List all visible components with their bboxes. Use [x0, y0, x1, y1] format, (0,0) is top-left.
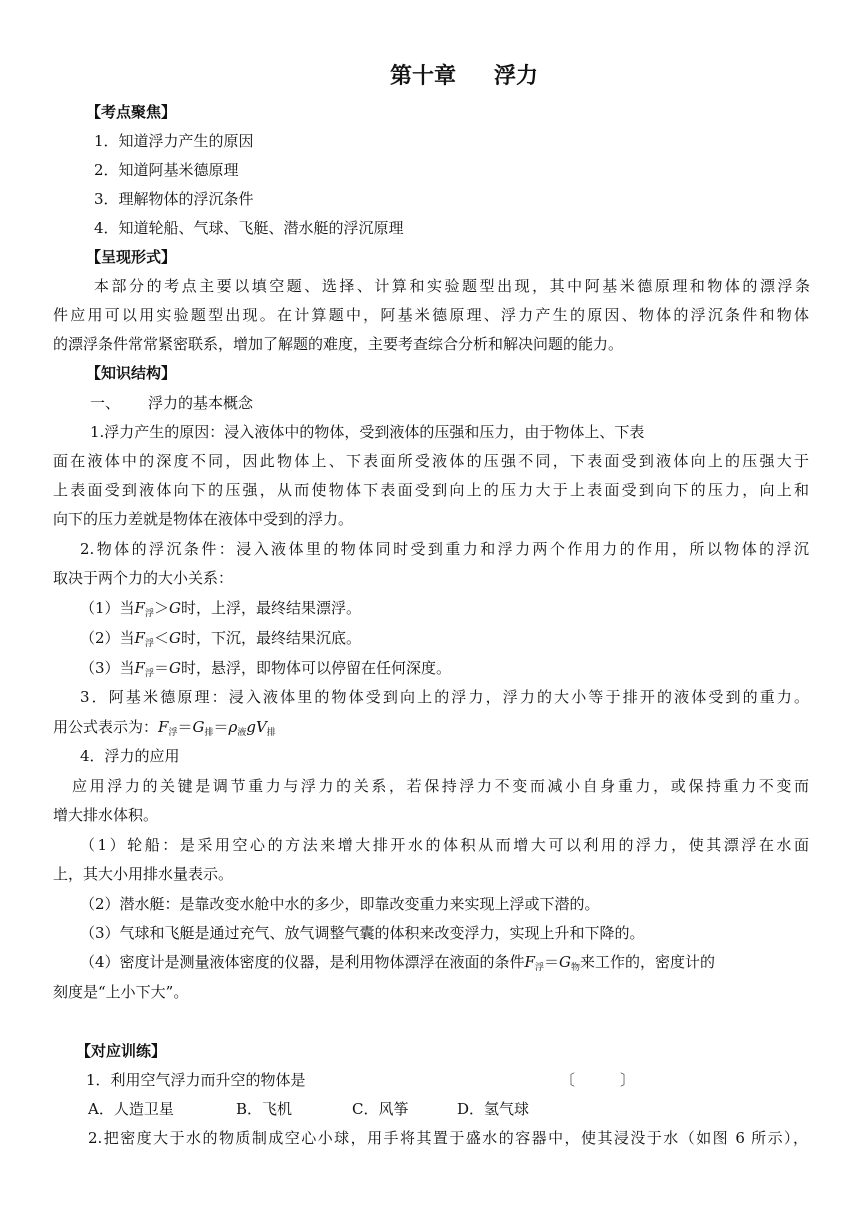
paragraph-line: 1.浮力产生的原因：浸入液体中的物体，受到液体的压强和压力，由于物体上、下表 — [90, 423, 645, 441]
condition-text: 时，上浮，最终结果漂浮。 — [180, 599, 361, 617]
chapter-number: 第十章 — [390, 64, 457, 89]
section-number: 一、 — [90, 394, 121, 412]
option-d: D．氢气球 — [457, 1100, 530, 1118]
condition-line — [80, 597, 361, 625]
paragraph-line — [80, 951, 715, 979]
symbol-rho: ρ — [228, 718, 238, 736]
operator: ＝ — [543, 953, 559, 971]
operator: ＞ — [153, 599, 169, 617]
operator: ＝ — [177, 718, 193, 736]
paragraph-line: 上表面受到液体向下的压强，从而使物体下表面受到向上的压力大于上表面受到向下的压力，向上和 — [53, 481, 809, 499]
operator: ＝ — [213, 718, 229, 736]
section-title: 浮力的基本概念 — [148, 394, 254, 412]
focus-item: 3．理解物体的浮沉条件 — [94, 190, 254, 208]
paragraph-line: （3）气球和飞艇是通过充气、放气调整气囊的体积来改变浮力，实现上升和下降的。 — [80, 924, 645, 942]
condition-line — [80, 657, 451, 685]
symbol-F: F — [134, 599, 145, 617]
training-heading: 【对应训练】 — [76, 1042, 167, 1060]
subscript: 浮 — [168, 728, 178, 738]
form-heading: 【呈现形式】 — [86, 248, 177, 266]
formula-prefix: 用公式表示为： — [53, 718, 159, 736]
formula-line — [53, 716, 276, 744]
question-2: 2.把密度大于水的物质制成空心小球，用手将其置于盛水的容器中，使其浸没于水（如图 6 所示）， — [88, 1129, 808, 1147]
condition-num: （2）当 — [80, 629, 135, 647]
subscript: 液 — [237, 728, 247, 738]
chapter-title — [390, 62, 538, 92]
symbol-G: G — [169, 629, 181, 647]
condition-num: （3）当 — [80, 659, 135, 677]
paragraph-line: 增大排水体积。 — [53, 806, 159, 824]
subscript: 排 — [204, 728, 214, 738]
condition-text: 时，悬浮，即物体可以停留在任何深度。 — [180, 659, 451, 677]
subscript: 浮 — [144, 669, 154, 679]
paragraph-line: 面在液体中的深度不同，因此物体上、下表面所受液体的压强不同，下表面受到液体向上的压强大于 — [53, 452, 809, 470]
subscript: 浮 — [144, 609, 154, 619]
paragraph-line: 刻度是“上小下大”。 — [53, 983, 189, 1001]
paragraph-line: 向下的压力差就是物体在液体中受到的浮力。 — [53, 510, 354, 528]
symbol-G: G — [169, 599, 181, 617]
operator: ＜ — [153, 629, 169, 647]
subscript: 浮 — [534, 963, 544, 973]
structure-heading: 【知识结构】 — [86, 364, 177, 382]
symbol-F: F — [134, 659, 145, 677]
paragraph-line: 4．浮力的应用 — [80, 747, 180, 765]
paragraph-line: 应用浮力的关键是调节重力与浮力的关系，若保持浮力不变而减小自身重力，或保持重力不变而 — [72, 777, 809, 795]
form-line: 的漂浮条件常常紧密联系，增加了解题的难度，主要考查综合分析和解决问题的能力。 — [53, 335, 624, 353]
form-line: 件应用可以用实验题型出现。在计算题中，阿基米德原理、浮力产生的原因、物体的浮沉条件和物体 — [53, 306, 809, 324]
paragraph-line: （2）潜水艇：是靠改变水舱中水的多少，即靠改变重力来实现上浮或下潜的。 — [80, 895, 600, 913]
symbol-F: F — [524, 953, 535, 971]
paragraph-line: 2.物体的浮沉条件：浸入液体里的物体同时受到重力和浮力两个作用力的作用，所以物体的浮沉 — [80, 540, 809, 558]
focus-item: 2．知道阿基米德原理 — [94, 161, 239, 179]
condition-line — [80, 627, 361, 655]
condition-num: （1）当 — [80, 599, 135, 617]
option-a: A．人造卫星 — [88, 1100, 174, 1118]
symbol-G: G — [192, 718, 205, 736]
symbol-G: G — [559, 953, 571, 971]
subscript: 浮 — [144, 639, 154, 649]
operator: ＝ — [153, 659, 169, 677]
paragraph-line: （1）轮船：是采用空心的方法来增大排开水的体积从而增大可以利用的浮力，使其漂浮在水面 — [80, 836, 809, 854]
chapter-name: 浮力 — [494, 64, 539, 89]
symbol-F: F — [134, 629, 145, 647]
focus-item: 1．知道浮力产生的原因 — [94, 132, 254, 150]
paragraph-line: 3．阿基米德原理：浸入液体里的物体受到向上的浮力，浮力的大小等于排开的液体受到的重力。 — [80, 688, 809, 706]
form-line: 本部分的考点主要以填空题、选择、计算和实验题型出现，其中阿基米德原理和物体的漂浮条 — [94, 277, 810, 295]
paragraph-line: 上，其大小用排水量表示。 — [53, 865, 234, 883]
symbol-g: g — [246, 718, 256, 736]
symbol-G: G — [169, 659, 181, 677]
app4-text: （4）密度计是测量液体密度的仪器，是利用物体漂浮在液面的条件 — [80, 953, 525, 971]
option-b: B．飞机 — [236, 1100, 293, 1118]
section-heading — [90, 392, 253, 414]
focus-heading: 【考点聚焦】 — [86, 103, 177, 121]
app4-text: 来工作的，密度计的 — [580, 953, 716, 971]
condition-text: 时，下沉，最终结果沉底。 — [180, 629, 361, 647]
question-1: 1．利用空气浮力而升空的物体是 — [86, 1071, 306, 1089]
paragraph-line: 取决于两个力的大小关系： — [53, 569, 234, 587]
focus-item: 4．知道轮船、气球、飞艇、潜水艇的浮沉原理 — [94, 219, 404, 237]
subscript: 物 — [570, 963, 580, 973]
option-c: C．风筝 — [352, 1100, 409, 1118]
symbol-F: F — [158, 718, 169, 736]
answer-bracket: 〔 〕 — [560, 1071, 636, 1089]
subscript: 排 — [266, 728, 276, 738]
symbol-V: V — [255, 718, 267, 736]
